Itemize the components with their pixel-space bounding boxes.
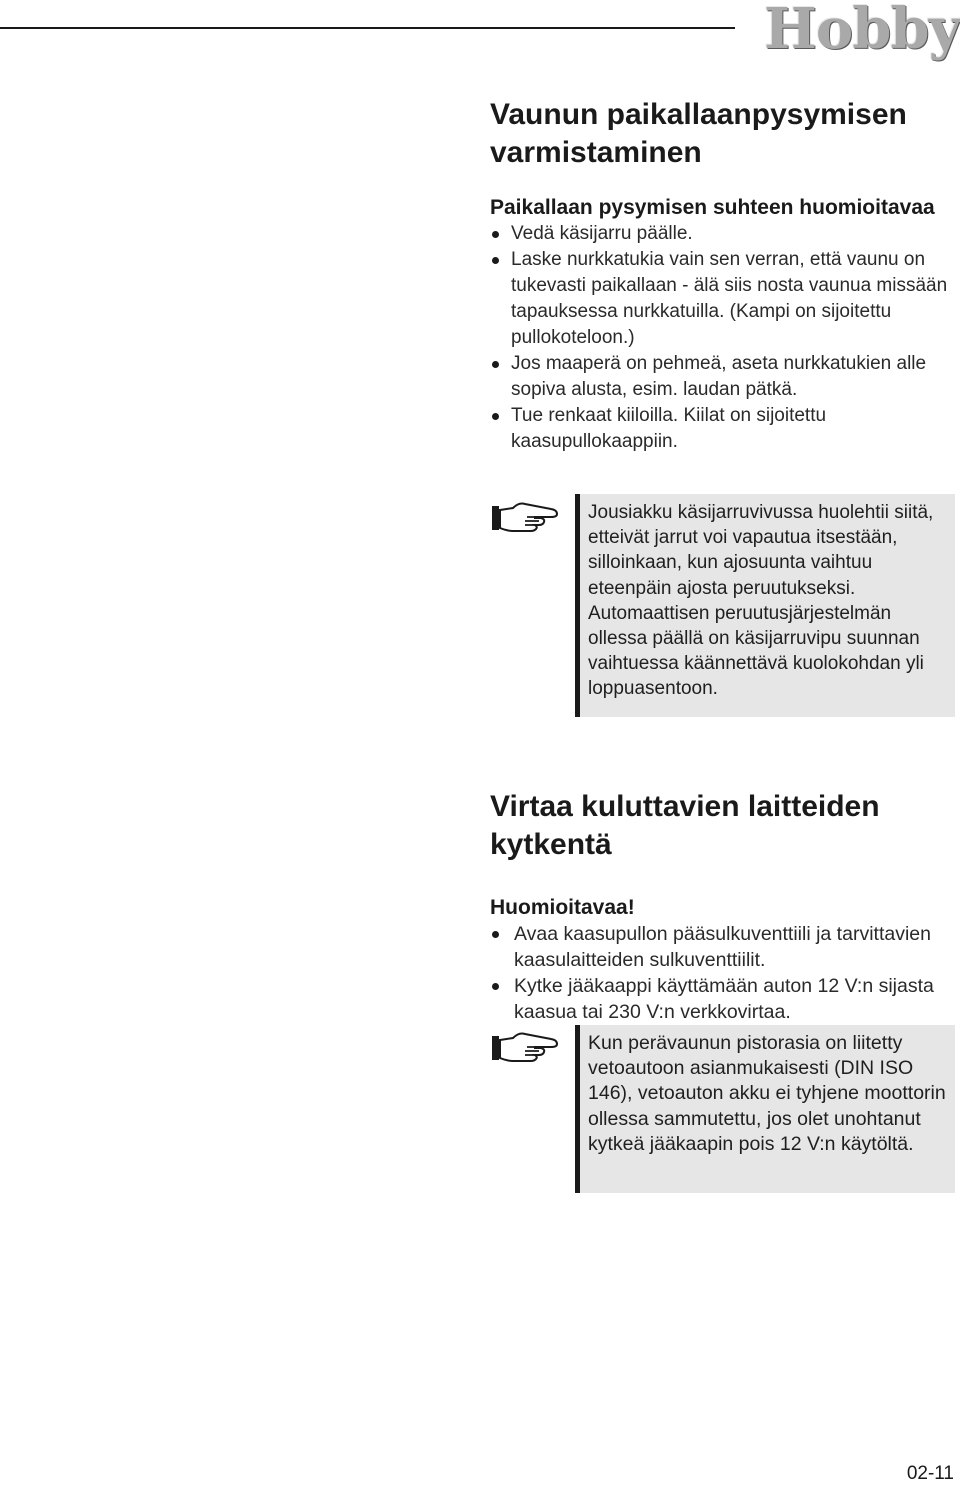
brand-logo: Hobby [764, 0, 960, 62]
section-title: Virtaa kuluttavien laitteiden kytkentä [490, 790, 880, 861]
pointing-hand-icon [491, 1030, 563, 1069]
section-title: Vaunun paikallaanpysymisen varmistaminen [490, 98, 907, 169]
section-wheel-chocking [490, 96, 960, 455]
list-item: Laske nurkkatukia vain sen verran, että vaunu on tukevasti paikallaan - älä siis nosta vaunua missään tapauksessa nurkkatuilla. (Kampi on sijoitettu pullokoteloon.) [490, 247, 960, 351]
section-subtitle: Huomioitavaa! [490, 896, 635, 919]
section-subtitle: Paikallaan pysymisen suhteen huomioitavaa [490, 196, 935, 219]
list-item: Jos maaperä on pehmeä, aseta nurkkatukien alle sopiva alusta, esim. laudan pätkä. [490, 351, 960, 403]
note-box: Kun perävaunun pistorasia on liitetty vetoautoon asianmukaisesti (DIN ISO 146), vetoauton akku ei tyhjene moottorin ollessa sammutettu, jos olet unohtanut kytkeä jääkaapin pois 12 V:n käytöltä. [575, 1025, 955, 1193]
list-item: Tue renkaat kiiloilla. Kiilat on sijoitettu kaasupullokaappiin. [490, 403, 960, 455]
list-item: Vedä käsijarru päälle. [490, 221, 960, 247]
bullet-list [490, 221, 960, 455]
header-rule [0, 27, 735, 29]
list-item: Avaa kaasupullon pääsulkuventtiili ja tarvittavien kaasulaitteiden sulkuventtiilit. [490, 921, 960, 973]
list-item: Kytke jääkaappi käyttämään auton 12 V:n sijasta kaasua tai 230 V:n verkkovirtaa. [490, 973, 960, 1025]
section-appliance-connection [490, 788, 960, 1025]
note-box: Jousiakku käsijarruvivussa huolehtii siitä, etteivät jarrut voi vapautua itsestään, silloinkaan, kun ajosuunta vaihtuu eteenpäin ajosta peruutukseksi. Automaattisen peruutusjärjestelmän ollessa päällä on käsijarruvipu suunnan vaihtuessa käännettävä kuolokohdan yli loppuasentoon. [575, 494, 955, 717]
pointing-hand-icon [491, 500, 563, 539]
bullet-list [490, 921, 960, 1025]
page-number: 02-11 [906, 1463, 954, 1484]
